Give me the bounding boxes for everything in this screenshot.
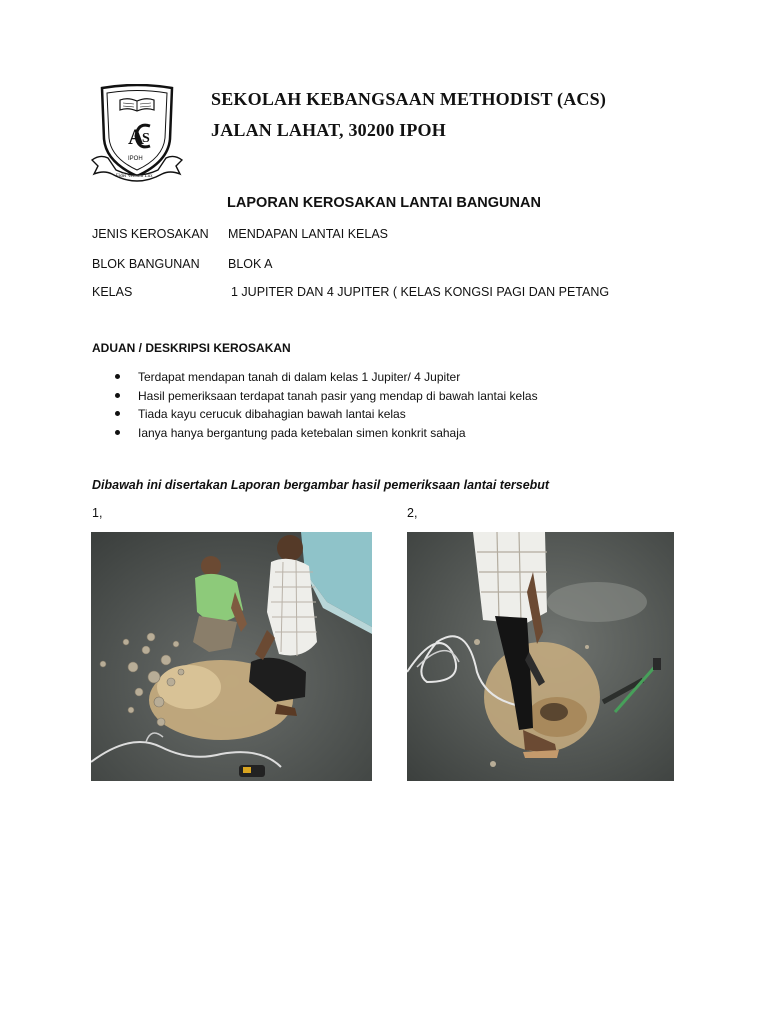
list-item: Hasil pemeriksaan terdapat tanah pasir yang mendap di bawah lantai kelas <box>112 387 538 406</box>
floor-inspection-photo-1 <box>91 532 372 781</box>
list-item: Tiada kayu cerucuk dibahagian bawah lantai kelas <box>112 405 538 424</box>
school-name: SEKOLAH KEBANGSAAN METHODIST (ACS) <box>211 89 607 109</box>
floor-inspection-photo-2 <box>407 532 674 781</box>
photo-number-2: 2, <box>407 506 418 520</box>
field-label: BLOK BANGUNAN <box>92 257 200 271</box>
complaint-heading: ADUAN / DESKRIPSI KEROSAKAN <box>92 341 291 355</box>
field-value: MENDAPAN LANTAI KELAS <box>228 227 388 241</box>
report-title: LAPORAN KEROSAKAN LANTAI BANGUNAN <box>227 195 541 211</box>
list-item: Ianya hanya bergantung pada ketebalan simen konkrit sahaja <box>112 424 538 443</box>
svg-text:A: A <box>128 124 144 149</box>
svg-text:S: S <box>142 131 150 146</box>
field-label: JENIS KEROSAKAN <box>92 227 209 241</box>
photo-number-1: 1, <box>92 506 103 520</box>
field-value: 1 JUPITER DAN 4 JUPITER ( KELAS KONGSI PAGI DAN PETANG <box>231 285 610 299</box>
photo-caption: Dibawah ini disertakan Laporan bergambar hasil pemeriksaan lantai tersebut <box>92 478 550 492</box>
list-item: Terdapat mendapan tanah di dalam kelas 1 Jupiter/ 4 Jupiter <box>112 368 538 387</box>
field-label: KELAS <box>92 285 133 299</box>
complaint-list <box>112 368 538 442</box>
school-address: JALAN LAHAT, 30200 IPOH <box>211 120 446 140</box>
crest-motto-text: Fidei Verbum Lux <box>116 174 153 179</box>
crest-ipoh-text: IPOH <box>128 156 143 162</box>
school-crest-icon <box>90 84 184 184</box>
field-value: BLOK A <box>228 257 273 271</box>
